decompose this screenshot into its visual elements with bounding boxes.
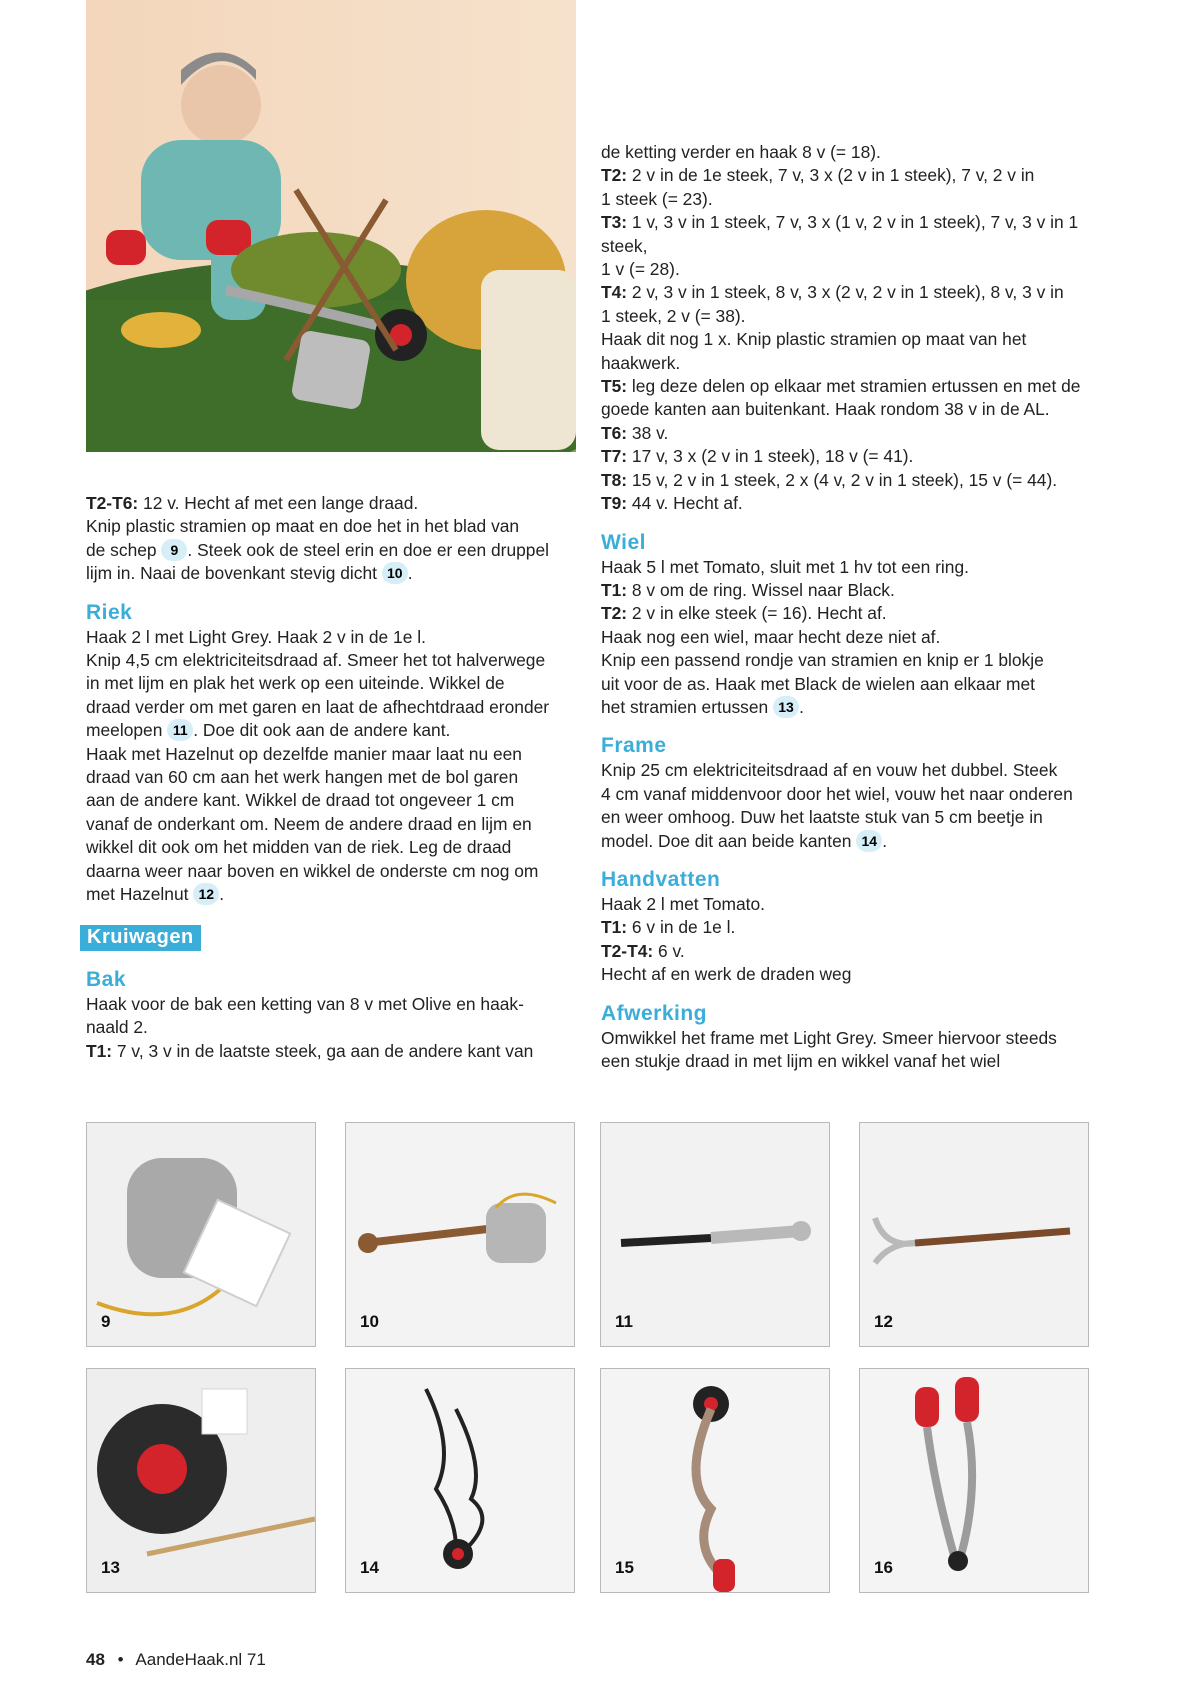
heading-afwerking: Afwerking — [601, 1001, 708, 1025]
step-photo-11 — [600, 1122, 830, 1347]
riek-line: wikkel dit ook om het midden van de riek. Leg de draad — [86, 837, 512, 858]
riek-line: meelopen 11 . Doe dit ook aan de andere kant. — [86, 720, 451, 741]
wiel-line: uit voor de as. Haak met Black de wielen aan elkaar met — [601, 673, 1036, 694]
step-ref-badge: 14 — [856, 830, 882, 852]
page-footer — [86, 1650, 266, 1670]
riek-line: daarna weer naar boven en wikkel de onderste cm nog om — [86, 860, 539, 881]
wiel-line: Haak nog een wiel, maar hecht deze niet af. — [601, 626, 941, 647]
heading-wiel: Wiel — [601, 530, 646, 554]
riek-line: Knip 4,5 cm elektriciteitsdraad af. Smeer het tot halverwege — [86, 650, 546, 671]
intro-line-4: lijm in. Naai de bovenkant stevig dicht 10 . — [86, 563, 413, 584]
bak-line: 1 v (= 28). — [601, 259, 680, 280]
riek-line: Haak met Hazelnut op dezelfde manier maar laat nu een — [86, 743, 522, 764]
step-ref-badge: 12 — [193, 883, 219, 905]
afw-line: Omwikkel het frame met Light Grey. Smeer hiervoor steeds — [601, 1027, 1057, 1048]
bak-line: Haak voor de bak een ketting van 8 v met Olive en haak- — [86, 993, 524, 1014]
riek-line: aan de andere kant. Wikkel de draad tot ongeveer 1 cm — [86, 790, 515, 811]
bak-line: T2: 2 v in de 1e steek, 7 v, 3 x (2 v in 1 steek), 7 v, 2 v in — [601, 165, 1035, 186]
step-number: 16 — [874, 1558, 893, 1577]
step-number: 13 — [101, 1558, 120, 1577]
bak-line: T6: 38 v. — [601, 422, 669, 443]
heading-handvatten: Handvatten — [601, 867, 721, 891]
step-ref-badge: 9 — [161, 539, 187, 561]
step-number: 9 — [101, 1312, 111, 1331]
step-number: 12 — [874, 1312, 893, 1331]
section-heading-kruiwagen: Kruiwagen — [80, 925, 201, 951]
heading-bak: Bak — [86, 967, 127, 991]
bak-line: Haak dit nog 1 x. Knip plastic stramien op maat van het — [601, 329, 1027, 350]
bak-line: haakwerk. — [601, 352, 681, 373]
step-number: 14 — [360, 1558, 379, 1577]
bak-line: T9: 44 v. Hecht af. — [601, 493, 743, 514]
bak-line: T7: 17 v, 3 x (2 v in 1 steek), 18 v (= 41). — [601, 446, 914, 467]
riek-line: draad van 60 cm aan het werk hangen met de bol garen — [86, 767, 519, 788]
bak-line: de ketting verder en haak 8 v (= 18). — [601, 142, 881, 162]
page-number: 48 — [86, 1650, 105, 1669]
wiel-line: Knip een passend rondje van stramien en knip er 1 blokje — [601, 650, 1044, 671]
frame-line: Knip 25 cm elektriciteitsdraad af en vouw het dubbel. Steek — [601, 760, 1058, 781]
step-photo-14 — [345, 1368, 575, 1593]
intro-line-2: Knip plastic stramien op maat en doe het in het blad van — [86, 516, 520, 537]
right-column — [601, 141, 1106, 1073]
intro-line-3: de schep 9 . Steek ook de steel erin en doe er een druppel — [86, 539, 550, 560]
frame-line: model. Doe dit aan beide kanten 14 . — [601, 830, 888, 851]
step-ref-badge: 11 — [167, 719, 193, 741]
riek-line: vanaf de onderkant om. Neem de andere draad en lijm en — [86, 813, 532, 834]
step-photo-13 — [86, 1368, 316, 1593]
frame-line: 4 cm vanaf middenvoor door het wiel, vouw het naar onderen — [601, 783, 1073, 804]
wiel-line: het stramien ertussen 13 . — [601, 696, 804, 717]
riek-line: draad verder om met garen en laat de afhechtdraad eronder — [86, 696, 550, 717]
step-number: 15 — [615, 1558, 634, 1577]
wiel-line: T1: 8 v om de ring. Wissel naar Black. — [601, 579, 895, 600]
step-photo-15 — [600, 1368, 830, 1593]
step-photo-16 — [859, 1368, 1089, 1593]
bak-line: T8: 15 v, 2 v in 1 steek, 2 x (4 v, 2 v in 1 steek), 15 v (= 44). — [601, 469, 1058, 490]
step-number: 11 — [615, 1312, 633, 1331]
riek-line: Haak 2 l met Light Grey. Haak 2 v in de 1e l. — [86, 626, 426, 647]
bak-line: T3: 1 v, 3 v in 1 steek, 7 v, 3 x (1 v, 2 v in 1 steek), 7 v, 3 v in 1 steek, — [601, 212, 1079, 256]
bak-line: T1: 7 v, 3 v in de laatste steek, ga aan de andere kant van — [86, 1040, 534, 1061]
heading-riek: Riek — [86, 600, 133, 624]
hand-line: Haak 2 l met Tomato. — [601, 893, 765, 914]
bak-line: 1 steek (= 23). — [601, 188, 713, 209]
bak-line: goede kanten aan buitenkant. Haak rondom 38 v in de AL. — [601, 399, 1050, 420]
bak-line: T4: 2 v, 3 v in 1 steek, 8 v, 3 x (2 v, 2 v in 1 steek), 8 v, 3 v in — [601, 282, 1064, 303]
wiel-line: T2: 2 v in elke steek (= 16). Hecht af. — [601, 603, 887, 624]
step-number: 10 — [360, 1312, 379, 1331]
footer-bullet: • — [117, 1650, 124, 1669]
riek-line: met Hazelnut 12 . — [86, 884, 225, 905]
heading-frame: Frame — [601, 734, 667, 758]
afw-line: een stukje draad in met lijm en wikkel vanaf het wiel — [601, 1051, 1001, 1071]
step-photo-12 — [859, 1122, 1089, 1347]
intro-line-1: T2-T6: 12 v. Hecht af met een lange draad. — [86, 493, 419, 513]
hand-line: T1: 6 v in de 1e l. — [601, 917, 736, 938]
step-photo-9 — [86, 1122, 316, 1347]
step-ref-badge: 10 — [382, 562, 408, 584]
riek-line: in met lijm en plak het werk op een uiteinde. Wikkel de — [86, 673, 505, 694]
hero-photo — [86, 0, 576, 452]
wiel-line: Haak 5 l met Tomato, sluit met 1 hv tot een ring. — [601, 556, 969, 577]
hand-line: T2-T4: 6 v. — [601, 940, 685, 961]
step-ref-badge: 13 — [773, 696, 799, 718]
frame-line: en weer omhoog. Duw het laatste stuk van 5 cm beetje in — [601, 807, 1043, 828]
bak-line: 1 steek, 2 v (= 38). — [601, 305, 746, 326]
step-photo-10 — [345, 1122, 575, 1347]
bak-line: naald 2. — [86, 1017, 148, 1038]
bak-line: T5: leg deze delen op elkaar met stramien ertussen en met de — [601, 376, 1081, 397]
left-column — [86, 492, 578, 1063]
magazine-name: AandeHaak.nl 71 — [135, 1650, 266, 1669]
hand-line: Hecht af en werk de draden weg — [601, 964, 852, 985]
